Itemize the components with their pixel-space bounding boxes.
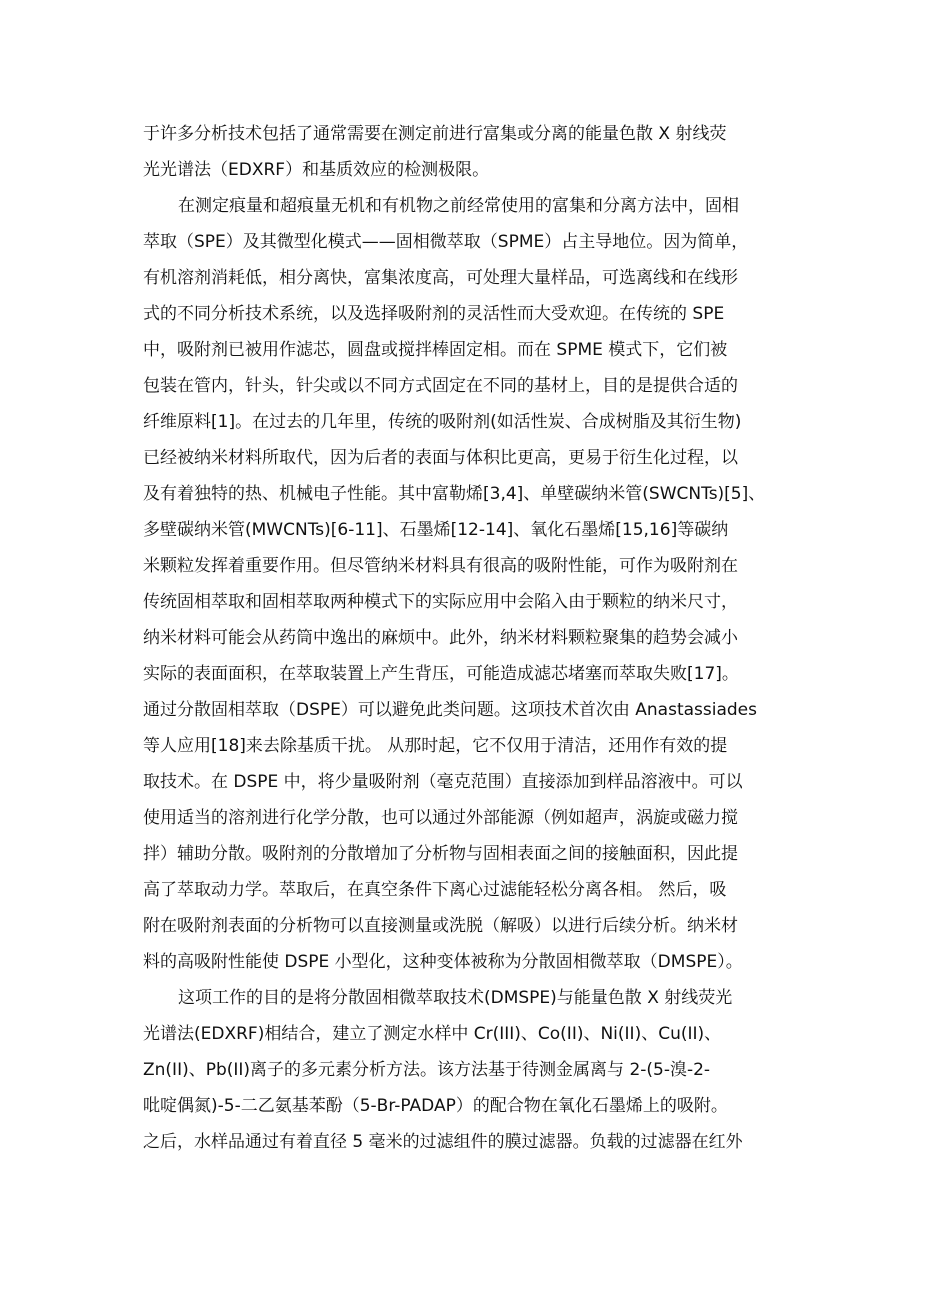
text-line: 于许多分析技术包括了通常需要在测定前进行富集或分离的能量色散 X 射线荧 <box>143 124 727 144</box>
text-line: 实际的表面面积，在萃取装置上产生背压，可能造成滤芯堵塞而萃取失败[17]。 <box>143 664 739 684</box>
text-line: 纤维原料[1]。在过去的几年里，传统的吸附剂(如活性炭、合成树脂及其衍生物) <box>143 412 742 432</box>
text-line: 光光谱法（EDXRF）和基质效应的检测极限。 <box>143 160 490 180</box>
text-line: 及有着独特的热、机械电子性能。其中富勒烯[3,4]、单壁碳纳米管(SWCNTs)[5]、 <box>143 484 766 504</box>
text-line: 有机溶剂消耗低，相分离快，富集浓度高，可处理大量样品，可选离线和在线形 <box>143 268 738 288</box>
text-line: 拌）辅助分散。吸附剂的分散增加了分析物与固相表面之间的接触面积，因此提 <box>143 844 738 864</box>
text-line: Zn(II)、Pb(II)离子的多元素分析方法。该方法基于待测金属离与 2-(5-溴-2- <box>143 1060 711 1080</box>
text-line: 附在吸附剂表面的分析物可以直接测量或洗脱（解吸）以进行后续分析。纳米材 <box>143 916 738 936</box>
paragraph-start-line: 这项工作的目的是将分散固相微萃取技术(DMSPE)与能量色散 X 射线荧光 <box>178 988 733 1008</box>
text-line: 高了萃取动力学。萃取后，在真空条件下离心过滤能轻松分离各相。 然后，吸 <box>143 880 727 900</box>
text-line: 式的不同分析技术系统，以及选择吸附剂的灵活性而大受欢迎。在传统的 SPE <box>143 304 725 324</box>
text-line: 使用适当的溶剂进行化学分散，也可以通过外部能源（例如超声，涡旋或磁力搅 <box>143 808 738 828</box>
text-line: 料的高吸附性能使 DSPE 小型化，这种变体被称为分散固相微萃取（DMSPE）。 <box>143 952 743 972</box>
text-line: 包装在管内，针头，针尖或以不同方式固定在不同的基材上，目的是提供合适的 <box>143 376 738 396</box>
text-line: 米颗粒发挥着重要作用。但尽管纳米材料具有很高的吸附性能，可作为吸附剂在 <box>143 556 738 576</box>
text-line: 之后，水样品通过有着直径 5 毫米的过滤组件的膜过滤器。负载的过滤器在红外 <box>143 1132 743 1152</box>
paragraph-start-line: 在测定痕量和超痕量无机和有机物之前经常使用的富集和分离方法中，固相 <box>178 196 739 216</box>
text-line: 已经被纳米材料所取代，因为后者的表面与体积比更高，更易于衍生化过程，以 <box>143 448 738 468</box>
text-line: 传统固相萃取和固相萃取两种模式下的实际应用中会陷入由于颗粒的纳米尺寸， <box>143 592 738 612</box>
text-line: 多壁碳纳米管(MWCNTs)[6-11]、石墨烯[12-14]、氧化石墨烯[15,16]等碳纳 <box>143 520 729 540</box>
text-line: 萃取（SPE）及其微型化模式——固相微萃取（SPME）占主导地位。因为简单， <box>143 232 749 252</box>
text-line: 光谱法(EDXRF)相结合，建立了测定水样中 Cr(III)、Co(II)、Ni(II)、Cu(II)、 <box>143 1024 722 1044</box>
text-line: 等人应用[18]来去除基质干扰。 从那时起，它不仅用于清洁，还用作有效的提 <box>143 736 728 756</box>
text-line: 纳米材料可能会从药筒中逸出的麻烦中。此外，纳米材料颗粒聚集的趋势会减小 <box>143 628 738 648</box>
text-line: 通过分散固相萃取（DSPE）可以避免此类问题。这项技术首次由 Anastassiades <box>143 700 757 720</box>
text-line: 中，吸附剂已被用作滤芯，圆盘或搅拌棒固定相。而在 SPME 模式下，它们被 <box>143 340 728 360</box>
text-line: 吡啶偶氮)-5-二乙氨基苯酚（5-Br-PADAP）的配合物在氧化石墨烯上的吸附。 <box>143 1096 728 1116</box>
text-line: 取技术。在 DSPE 中，将少量吸附剂（毫克范围）直接添加到样品溶液中。可以 <box>143 772 743 792</box>
